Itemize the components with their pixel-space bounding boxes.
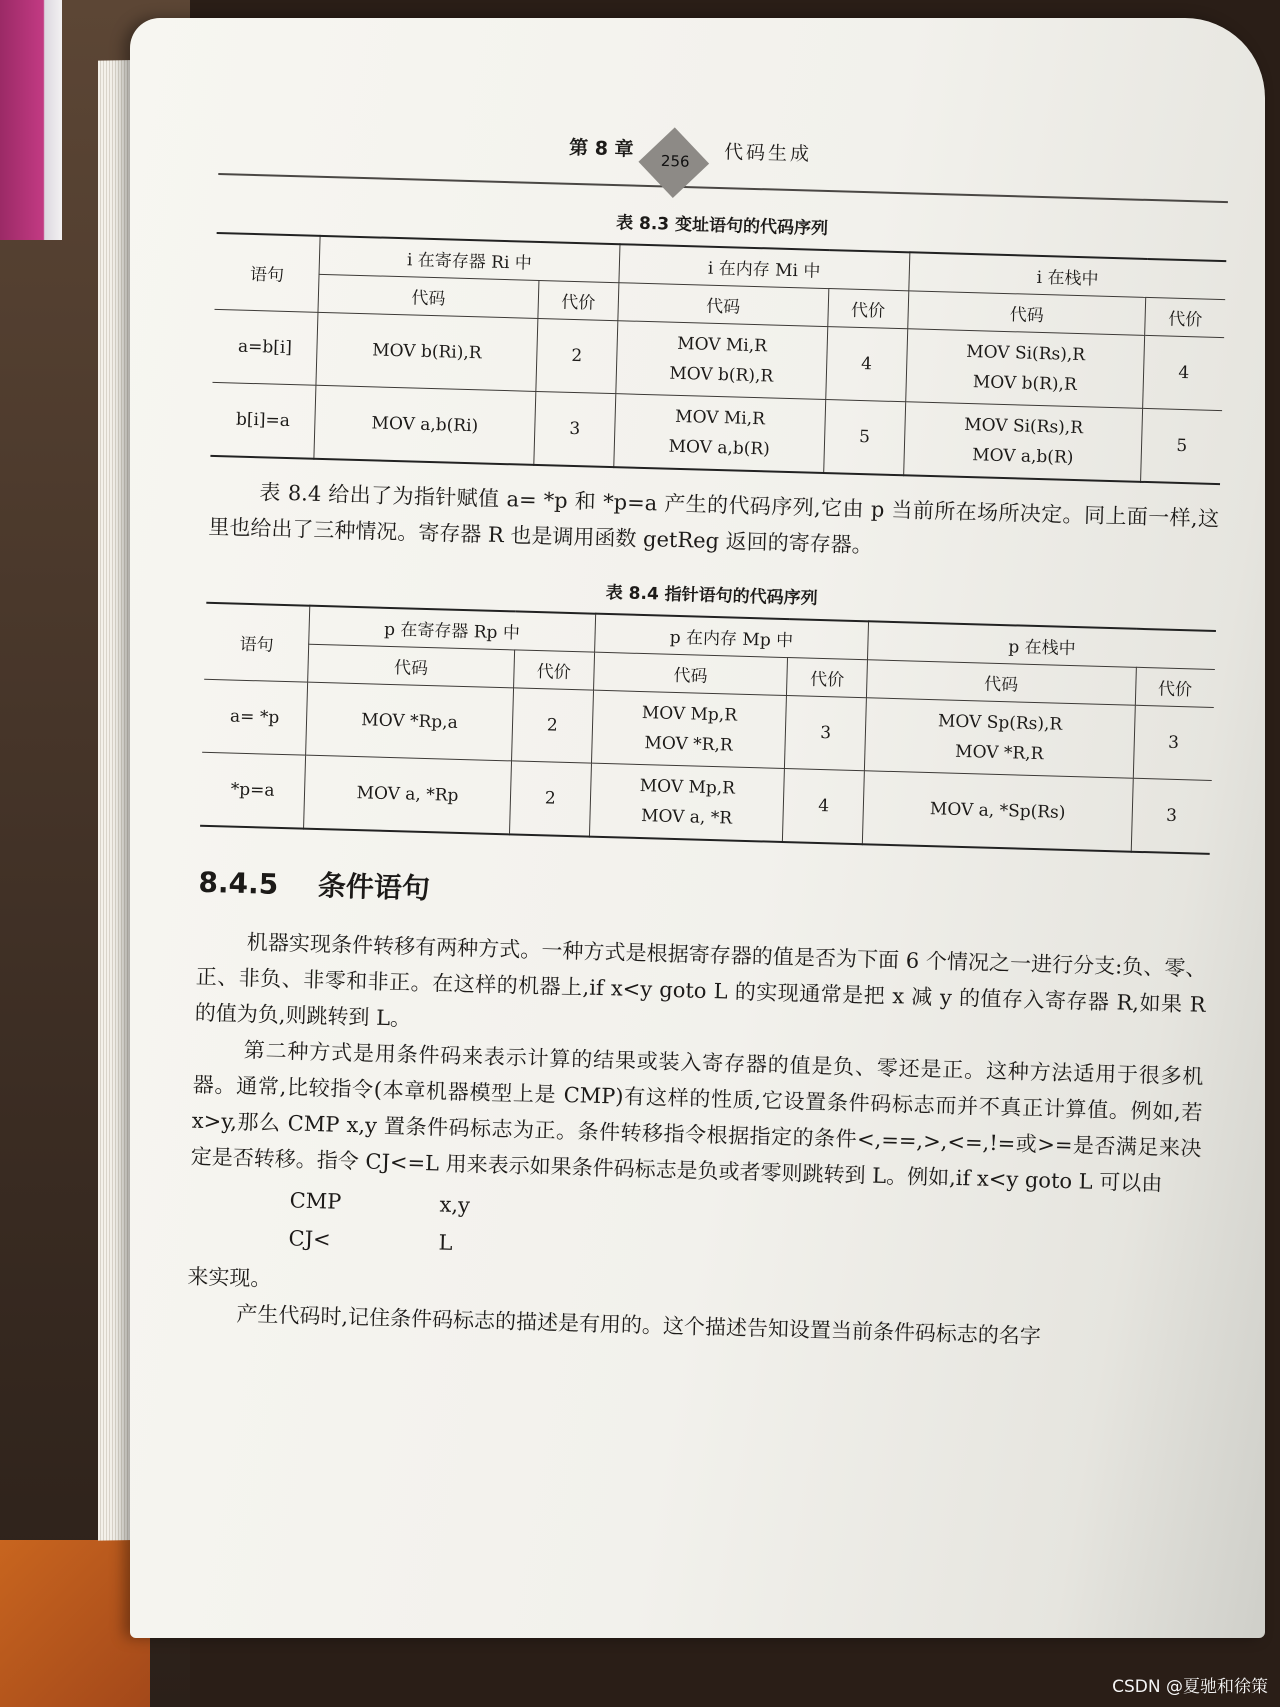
watermark: CSDN @夏驰和徐策: [1112, 1677, 1268, 1697]
header-statement: 语句: [204, 603, 310, 682]
paragraph-generating-code: 产生代码时,记住条件码标志的描述是有用的。这个描述告知设置当前条件码标志的名字: [236, 1301, 1042, 1349]
code-line: MOV Si(Rs),R: [966, 341, 1086, 366]
code-cell: [903, 402, 1143, 482]
cost-cell: 2: [509, 761, 591, 837]
header-group-stack: i 在栈中: [909, 252, 1227, 299]
section-title: 条件语句: [317, 869, 431, 906]
code-line: MOV a,b(R): [971, 445, 1074, 468]
chapter-title: 代码生成: [723, 141, 813, 166]
paragraph-two-ways: 机器实现条件转移有两种方式。一种方式是根据寄存器的值是否为下面 6 个情况之一进行分支:负、零、正、非负、非零和非正。在这样的机器上,if x<y goto L 的实现通常是把 x 减 y 的值存入寄存器 R,如果 R 的值为负,则跳转到 L。: [194, 930, 1207, 1031]
code-cell: MOV a,b(Ri): [314, 385, 536, 465]
header-cost: 代价: [787, 658, 868, 698]
table-8-4: [200, 602, 1216, 855]
code-cell: [591, 690, 787, 768]
page-number-badge: [638, 127, 709, 198]
header-cost: 代价: [828, 289, 909, 329]
header-code: 代码: [618, 283, 829, 327]
header-statement: 语句: [215, 233, 321, 312]
header-cost: 代价: [1145, 297, 1225, 337]
paragraph-table-8-4-intro: 表 8.4 给出了为指针赋值 a= *p 和 *p=a 产生的代码序列,它由 p 当前所在场所决定。同上面一样,这里也给出了三种情况。寄存器 R 也是调用函数 getReg 返回的寄存器。: [208, 480, 1220, 558]
code-line: MOV Mp,R: [639, 775, 736, 799]
code-cell: [589, 763, 785, 842]
header-group-memory: p 在内存 Mp 中: [594, 614, 868, 660]
header-group-register: p 在寄存器 Rp 中: [309, 606, 596, 652]
header-cost: 代价: [513, 650, 594, 690]
code-line: MOV b(R),R: [972, 372, 1078, 396]
statement-cell: a= *p: [202, 679, 307, 755]
paragraph-condition-codes: 第二种方式是用条件码来表示计算的结果或装入寄存器的值是负、零还是正。这种方法适用于很多机器。通常,比较指令(本章机器模型上是 CMP)有这样的性质,它设置条件码标志而并不真正计算值。例如,若 x>y,那么 CMP x,y 置条件码标志为正。条件转移指令根据指定的条件<,==,>,<=,!=或>=是否满足来决定是否转移。指令 CJ<=L 用来表示如果条件码标志是负或者零则跳转到 L。例如,if x<y goto L 可以由: [190, 1038, 1204, 1196]
code-line: MOV Mi,R: [674, 406, 766, 430]
cost-cell: 4: [1143, 335, 1224, 410]
header-cost: 代价: [538, 280, 619, 320]
code-line: MOV Mi,R: [676, 333, 768, 357]
code-line: MOV b(R),R: [669, 363, 774, 387]
code-line: MOV *R,R: [954, 741, 1044, 765]
page-number: 256: [660, 151, 690, 171]
cost-cell: 2: [536, 318, 618, 393]
paragraph-implementation: 来实现。: [187, 1264, 272, 1291]
code-cell: [614, 394, 826, 473]
code-args: L: [438, 1230, 453, 1255]
table-8-3: [210, 232, 1226, 485]
statement-cell: b[i]=a: [210, 382, 316, 458]
code-cell: MOV a, *Sp(Rs): [863, 771, 1133, 852]
table-8-4-caption: 表 8.4 指针语句的代码序列: [605, 582, 818, 609]
header-code: 代码: [867, 660, 1136, 705]
section-number: 8.4.5: [198, 865, 279, 901]
header-group-register: i 在寄存器 Ri 中: [319, 236, 620, 283]
code-line: MOV *R,R: [644, 733, 733, 756]
book-page: [130, 18, 1265, 1638]
cost-cell: 3: [1133, 705, 1214, 780]
code-line: MOV Sp(Rs),R: [937, 711, 1063, 735]
code-cell: MOV a, *Rp: [304, 755, 512, 834]
code-cell: [905, 329, 1145, 409]
running-head: [218, 113, 1229, 203]
code-cell: MOV b(Ri),R: [316, 312, 538, 391]
header-code: 代码: [308, 644, 515, 688]
code-op: CMP: [289, 1188, 342, 1214]
code-cell: [616, 321, 828, 400]
section-heading: [198, 861, 1209, 929]
cost-cell: 3: [785, 696, 867, 771]
page-content: [186, 113, 1230, 1359]
code-op: CJ<: [288, 1226, 332, 1252]
code-line: MOV a,b(R): [668, 436, 771, 460]
header-group-memory: i 在内存 Mi 中: [619, 244, 910, 291]
table-8-3-caption: 表 8.3 变址语句的代码序列: [615, 213, 829, 240]
cost-cell: 5: [1141, 408, 1222, 484]
code-args: x,y: [439, 1192, 471, 1218]
header-cost: 代价: [1135, 667, 1215, 707]
header-code: 代码: [318, 274, 539, 318]
code-line: MOV Mp,R: [641, 703, 738, 726]
chapter-label: 第 8 章: [568, 136, 634, 161]
statement-cell: *p=a: [200, 752, 306, 828]
cost-cell: 3: [1131, 778, 1212, 854]
cost-cell: 4: [783, 769, 865, 845]
code-cell: [865, 698, 1135, 778]
code-line: MOV a, *R: [640, 806, 733, 829]
cost-cell: 4: [826, 327, 908, 402]
header-group-stack: p 在栈中: [868, 621, 1216, 669]
header-code: 代码: [593, 652, 788, 695]
cost-cell: 5: [824, 400, 906, 476]
purple-book: [0, 0, 62, 240]
header-code: 代码: [908, 291, 1147, 336]
code-line: MOV Si(Rs),R: [963, 414, 1084, 439]
orange-object: [0, 1540, 150, 1707]
code-cell: MOV *Rp,a: [306, 682, 514, 761]
cost-cell: 3: [534, 391, 616, 467]
statement-cell: a=b[i]: [212, 309, 317, 385]
cost-cell: 2: [511, 688, 593, 763]
